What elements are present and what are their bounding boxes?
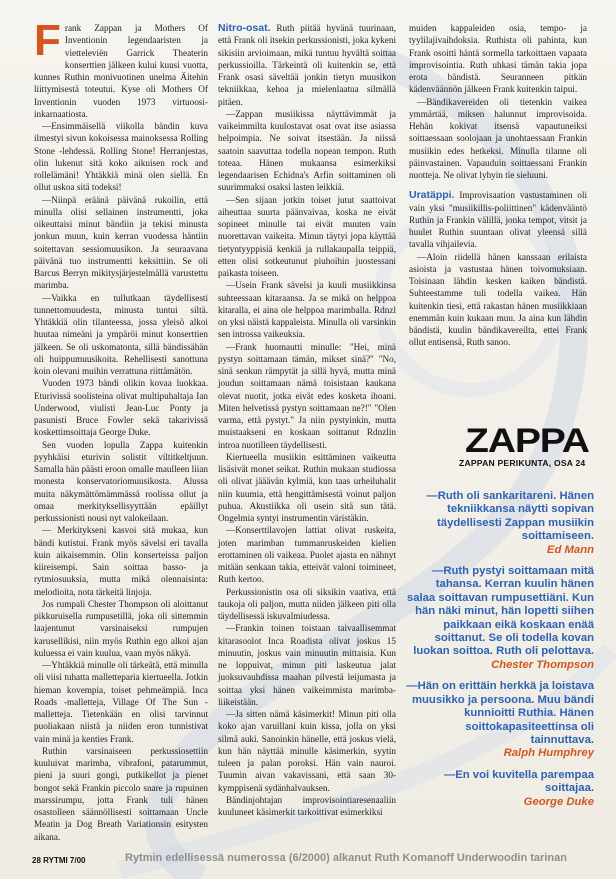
article-paragraph: Ruthin varsinaiseen perkussiosettiin kuuluivat marimba, vibrafoni, patarummut, pieni ja suuri gongi, putkikellot ja pienet bongot sekä Frankin piccolo snare ja rupuinen marssirumpu, jotta Frank tuli hänen osastolleen säännöllisesti soittamaan Uncle Meatin ja Dog Breath Variationsin esitysten aikana. <box>34 745 208 842</box>
article-paragraph: —Zappan musiikissa näyttävimmät ja vaikeimmilta kuulostavat osat ovat itse asiassa helpoimpia. Ne soivat itsestään. Ja niissä saatoin saavuttaa todella nopean tempon. Ruth toteaa. Hänen mukaansa esimerkiksi legendaarisen Echidna's Arfin soittaminen oli suurimmaksi osaksi lasten leikkiä. <box>218 108 396 193</box>
article-paragraph: —Vaikka en tullutkaan täydellisesti tunnettomuudesta, minusta tuntui siltä. Yhtäkkiä olin tilanteessa, jossa yleisö alkoi huutaa nimeäni ja ympäröi minut konserttien jälkeen. Se oli uskomatonta, sillä bändissähän oli huippumuusikoita. Rehellisesti sanottuna koin olevani muihin verrattuna riittämätön. <box>34 292 208 376</box>
quote-author: Ed Mann <box>546 543 594 556</box>
article-paragraph: —Yhtäkkiä minulle oli tärkeätä, että minulla oli viisi tuhatta malletteparia kiertueella. Jotkin hieman kovempia, toiset pehmeämpiä. Inca Roads -malletteja, Village Of The Sun -malletteja. Tietenkään en olisi tarvinnut puoliakaan niistä ja niiden eron tunnistivat vain minä ja kenties Frank. <box>34 660 208 744</box>
pull-quote <box>406 769 594 809</box>
article-column-1 <box>34 16 208 843</box>
article-paragraph: Uratäppi. Improvisaation vastustaminen oli vain yksi "musiikillis-poliittinen" kädenvääntö Ruthin ja Frankin välillä, jonka tempot, vitsit ja huulet Ruthin suuntaan olivat yleensä sillä tavalla vihjailevia. <box>409 189 588 250</box>
section-lead-heading: Uratäppi. <box>409 189 455 202</box>
article-column-3 <box>409 22 587 349</box>
quote-text: —Hän on erittäin herkkä ja loistava muusikko ja persoona. Muu bändi kunnioitti Ruthia. Hänen soittokapasiteettinsa oli tainnuttava. <box>406 680 594 746</box>
pull-quote <box>406 680 594 760</box>
series-title: ZAPPAN PERIKUNTA, OSA 24 <box>459 458 586 468</box>
quote-text: —Ruth oli sankaritareni. Hänen tekniikkansa näytti sopivan täydellisesti Zappan musiikin soittamiseen. <box>426 490 594 543</box>
quote-text: —En voi kuvitella parempaa soittajaa. <box>443 768 594 795</box>
quote-author: Chester Thompson <box>491 658 594 671</box>
quote-text: —Ruth pystyi soittamaan mitä tahansa. Kerran kuulin hänen salaa soittavan rumpusettiäni. Kun hän näki minut, hän lopetti siihen paikkaan eikä koskaan enää soittanut. Se oli todella kovan luokan soittoa. Ruth oli pelottava. <box>406 565 594 658</box>
article-paragraph: Nitro-osat. Ruth piitää hyvänä tuurinaan, että Frank oli itsekin perkussionisti, joka kykeni sikisiin arvioimaan, mikä tuntuu hyvältä soittaa perkussioilla. Tärkeintä oli kuitenkin se, että Frank osasi säveltää jonkin tietyn muusikon tekniikkaa, kehoa ja mielenlaatua silmällä pitäen. <box>218 22 396 107</box>
quote-author: Ralph Humphrey <box>503 747 594 760</box>
pull-quote <box>406 490 594 557</box>
series-logo-block <box>409 420 587 490</box>
page-number: 28 RYTMI 7/00 <box>32 856 86 865</box>
article-paragraph: —Ja sitten nämä käsimerkit! Minun piti olla koko ajan varuillani kuin kissa, jolla on yksi silmä auki. Sanoinkin hänelle, että joskus vielä, kun hän näyttää minulle käsimerkin, syytin tuleen ja palan poroksi. Hän vain nauroi. Tuumin aivan vakavissani, että saan 30-kymppisenä sydänhalvauksen. <box>218 709 396 793</box>
drop-cap: F <box>34 16 61 65</box>
zappa-logo: ZAPPA <box>465 422 589 460</box>
quote-author: George Duke <box>523 795 594 808</box>
article-paragraph: Sen vuoden lopulla Zappa kuitenkin pyyhkäisi eturivin solistit viltitkeltjuun. Samalla hän päästi eroon omalle maulleen liian monesta konservatoriomuusikosta. Alussa muita näkymättömämmässä roolissa ollut ja omaa merkityksellisyyttään epäillyt perkussionisti nousi nyt valokeilaan. <box>34 439 208 523</box>
article-paragraph: Perkussionistin osa oli siksikin vaativa, että taukoja oli paljon, mutta niiden jälkeen piti olla täydellisessä iskuvalmiudessa. <box>218 586 396 621</box>
article-paragraph: Vuoden 1973 bändi olikin kovaa luokkaa. Eturivissä soolisteina olivat multipuhaltaja Ian Underwood, viulisti Jean-Luc Ponty ja pasunisti Bruce Fowler sekä takarivissä koskettimsoittaja George Duke. <box>34 378 208 438</box>
footer-continuation-note: Rytmin edellisessä numerossa (6/2000) alkanut Ruth Komanoff Underwoodin tarinan <box>125 852 567 864</box>
article-paragraph: —Bändikavereiden oli tietenkin vaikea ymmärtää, miksen halunnut improvisoida. Hehän kokivat itsensä vapautuneiksi soittaessaan soolojaan ja unohtaessaan Frankin musiikin edes hetkeksi. Minulla tilanne oli päinvastainen. Vapauduin soittaessani Frankin nuotteja. Ne olivat lyhyin tie sieluuni. <box>409 96 587 180</box>
article-paragraph: —Aloin riidellä hänen kanssaan erilaista asioista ja vastustaa hänen toivomuksiaan. Toisinaan lähdin kesken kaiken bändistä. Suhteestamme tuli todella vaikea. Hän kuitenkin tiesi, että rakastan hänen musiikkiaan enemmän kuin kukaan muu. Ja aina kun lähdin bändistä, kuulin bändikavereilta, ettei Frank ollut entisensä, Ruth sanoo. <box>409 251 587 348</box>
article-paragraph: Jos rumpali Chester Thompson oli aloittanut pikkuruisella rumpusetillä, joka oli sittemmin laajentunut varsinaiseksi rumpujen karusellikisi, niin myös Ruthin ego alkoi ajan kuluessa ei vain kuulua, vaan myös näkyä. <box>34 598 208 658</box>
article-column-2 <box>218 22 396 818</box>
article-paragraph: —Sen sijaan jotkin toiset jutut saattoivat aiheuttaa suurta päänvaivaa, koska ne eivät sopineet minulle tai eivät muuten vain nuorettavan vaikeita. Minun täytyi jopa käyttää tietyntyyppisiä kenkiä ja rullakaupalla teippiä, etten olisi sotkeutunut piuhoihin juostessani paikasta toiseen. <box>218 194 396 278</box>
article-paragraph: —Frank huomautti minulle: "Hei, minä pystyn soittamaan tämän, mikset sinä?" "No, sinä senkun rämpytät ja sillä hyvä, mutta minä joudun soittamaan nämä toisistaan kaukana olevat nuotit, jotka eivät edes kosketa ihoani. Miten helvetissä pystyn soittamaan ne?!" "Olen varma, että pystyt." Ja niin pystyinkin, mutta muistaakseni en koskaan soittanut Rdnzlin introa nuotilleen täydellisesti. <box>218 341 396 450</box>
article-paragraph: —Ensimmäisellä viikolla bändin kuva ilmestyi sivun kokoisessa mainoksessa Rolling Stone -lehdessä. Rolling Stone! Herranjestas, olin lukenut sitä koko aikuisen rock and rollelämäni! Yhtäkkiä minä olen siellä. En ollut uskoa sitä todeksi! <box>34 121 208 193</box>
article-paragraph: Frank Zappan ja Mothers Of Inventionin legendaaristen ja vietteleviën Garrick Theaterin konserttien jälkeen kului kuusi vuotta, kunnes Ruthin monivuotinen unelma Äitehin liittymisestä toteutui. Kyse oli Mothers Of Inventionin vuoden 1973 virtuoosi-inkarnaatiosta. <box>34 16 208 119</box>
article-paragraph: —Niinpä eräänä päivänä rukoilin, että minulla olisi sellainen instrumentti, joka oikeuttaisi minut bändiin ja tekisi minusta jonkun muun, kuin kerran vuodessa häntiin soitettavan sessiomuusikon. Ja seuraavana päivänä tuo instrumentti keksittiin. Se oli Barcus Berryn mikitysjärjestelmällä varustettu marimba. <box>34 194 208 291</box>
article-paragraph: —Frankin toinen toistaan taivaallisemmat kitarasoolot Inca Roadista olivat joskus 15 minuutin, joskus vain minuutin mittaisia. Kun ne loppuivat, minun piti laskeutua jalat juoksuvauhdissa maahan pilvestä leijumasta ja soittaa yksi hänen vaikeimmista marimba-liikeistään. <box>218 623 396 707</box>
pull-quote <box>406 565 594 672</box>
article-paragraph: —Usein Frank sävelsi ja kuuli musiikkinsa suhteessaan kitaraansa. Ja se mikä on helppoa kitaralla, ei aina ole helppoa marimballa. Rdnzl on yksi näistä kappaleista. Minulla oli varsinkin sen introssa vaikeuksia. <box>218 280 396 340</box>
article-paragraph: —Konserttilavojen lattiat olivat ruskeita, joten marimban tummanruskeiden kielien erottaminen oli vaikeaa. Puolet ajasta en nähnyt mitään senkaan takia, etteivät valoni toimineet, Ruth kertoo. <box>218 525 396 585</box>
article-paragraph: muiden kappaleiden osia, tempo- ja tyylilajivaihdoksia. Ruthista oli pahinta, kun Frank osoitti häntä sormella tarkoittaen vapaata improvisointia. Ruth uhkasi tämän takia jopa erota bändistä. Seuranneen pitkän kädenväännön jälkeen Frank kuitenkin taipui. <box>409 23 587 95</box>
article-paragraph: Kiertueella musiikin esittäminen vaikeutta lisäsivät monet seikat. Ruthin mukaan studiossa oli olivat jääävän kylmiä, kun taas urheiluhalit niin kuumia, että hengittämisestä voinut paljon puhua. Akustiikka oli usein sitä sun tätä. Ongelmia syntyi instrumentin väristäkin. <box>218 451 396 523</box>
page-footer <box>0 849 616 871</box>
pull-quotes <box>406 490 594 817</box>
section-lead-heading: Nitro-osat. <box>218 22 271 34</box>
article-paragraph: — Merkitykseni kasvoi sitä mukaa, kun bändi kutistui. Frank myös sävelsi eri tavalla kuin aikaisemmin. Olin konserteissa paljon kiireisempi. Sain soittaa basso- ja rytmiosuuksia, mutta mikä olennaisinta: melodioita, nota tärkeitä linjoja. <box>34 525 208 597</box>
article-paragraph: Bändinjohtajan improvisointiaresenaaliin kuuluneet käsimerkit tarkoittivat esimerkiksi <box>218 794 396 817</box>
